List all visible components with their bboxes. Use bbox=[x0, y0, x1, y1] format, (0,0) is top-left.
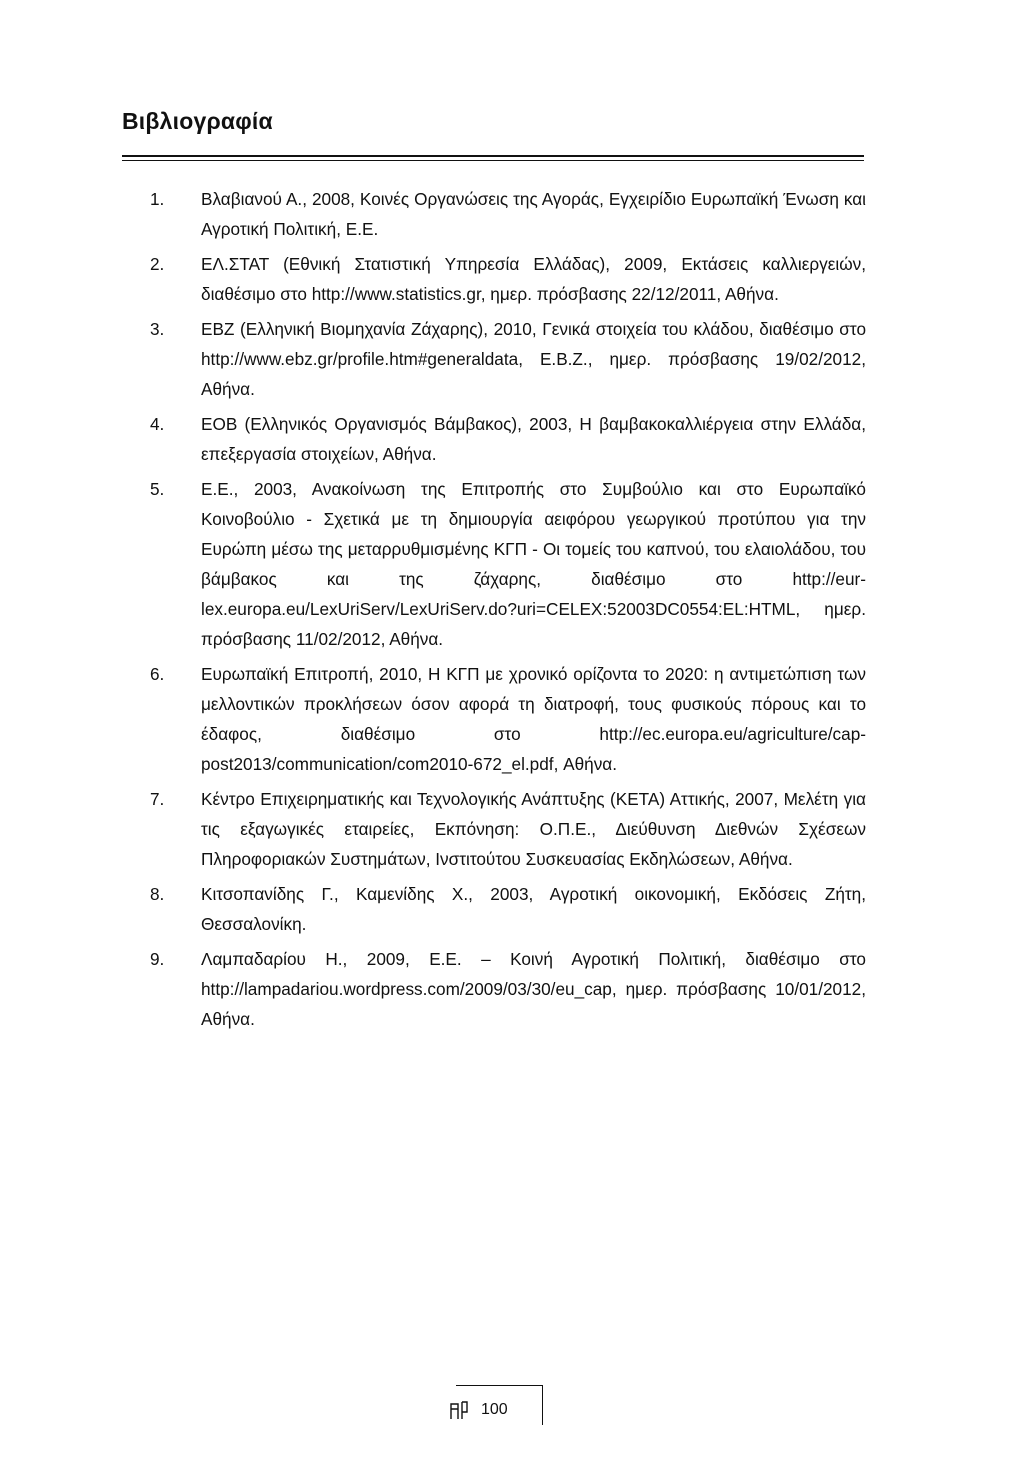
list-item bbox=[150, 314, 866, 404]
page-mark-icon bbox=[448, 1399, 470, 1421]
title-divider bbox=[122, 155, 864, 157]
list-item bbox=[150, 944, 866, 1034]
reference-number: 5. bbox=[150, 479, 165, 499]
reference-number: 1. bbox=[150, 189, 165, 209]
reference-number: 3. bbox=[150, 319, 165, 339]
list-item bbox=[150, 474, 866, 654]
reference-number: 9. bbox=[150, 949, 165, 969]
reference-text: Κιτσοπανίδης Γ., Καμενίδης Χ., 2003, Αγροτική οικονομική, Εκδόσεις Ζήτη, Θεσσαλονίκη. bbox=[201, 884, 866, 934]
reference-text: Κέντρο Επιχειρηματικής και Τεχνολογικής Ανάπτυξης (ΚΕΤΑ) Αττικής, 2007, Μελέτη για τις εξαγωγικές εταιρείες, Εκπόνηση: Ο.Π.Ε., Διεύθυνση Διεθνών Σχέσεων Πληροφοριακών Συστημάτων, Ινστιτούτου Συσκευασίας Εκδηλώσεων, Αθήνα. bbox=[201, 789, 866, 869]
reference-text: Ε.Ε., 2003, Ανακοίνωση της Επιτροπής στο Συμβούλιο και στο Ευρωπαϊκό Κοινοβούλιο - Σχετικά με τη δημιουργία αειφόρου γεωργικού προτύπου για την Ευρώπη μέσω της μεταρρυθμισμένης ΚΓΠ - Οι τομείς του καπνού, του ελαιολάδου, του βάμβακος και της ζάχαρης, διαθέσιμο στο http://eur-lex.europa.eu/LexUriServ/LexUriServ.do?uri=CELEX:52003DC0554:EL:HTML, ημερ. πρόσβασης 11/02/2012, Αθήνα. bbox=[201, 479, 866, 649]
bibliography-list bbox=[150, 184, 866, 1039]
list-item bbox=[150, 409, 866, 469]
reference-text: Ευρωπαϊκή Επιτροπή, 2010, Η ΚΓΠ με χρονικό ορίζοντα το 2020: η αντιμετώπιση των μελλοντικών προκλήσεων όσον αφορά τη διατροφή, τους φυσικούς πόρους και το έδαφος, διαθέσιμο στο http://ec.europa.eu/agriculture/cap-post2013/communication/com2010-672_el.pdf, Αθήνα. bbox=[201, 664, 866, 774]
reference-number: 6. bbox=[150, 664, 165, 684]
reference-number: 4. bbox=[150, 414, 165, 434]
reference-number: 2. bbox=[150, 254, 165, 274]
list-item bbox=[150, 184, 866, 244]
list-item bbox=[150, 784, 866, 874]
title-divider-thin bbox=[122, 160, 864, 161]
page-footer bbox=[448, 1385, 558, 1427]
list-item bbox=[150, 249, 866, 309]
reference-text: ΕΒΖ (Ελληνική Βιομηχανία Ζάχαρης), 2010, Γενικά στοιχεία του κλάδου, διαθέσιμο στο http://www.ebz.gr/profile.htm#generaldata, Ε.Β.Ζ., ημερ. πρόσβασης 19/02/2012, Αθήνα. bbox=[201, 319, 866, 399]
reference-number: 8. bbox=[150, 884, 165, 904]
footer-vertical-rule bbox=[542, 1385, 543, 1425]
list-item bbox=[150, 879, 866, 939]
reference-number: 7. bbox=[150, 789, 165, 809]
list-item bbox=[150, 659, 866, 779]
reference-text: ΕΟΒ (Ελληνικός Οργανισμός Βάμβακος), 2003, Η βαμβακοκαλλιέργεια στην Ελλάδα, επεξεργασία στοιχείων, Αθήνα. bbox=[201, 414, 866, 464]
reference-text: Λαμπαδαρίου Η., 2009, Ε.Ε. – Κοινή Αγροτική Πολιτική, διαθέσιμο στο http://lampadariou.wordpress.com/2009/03/30/eu_cap, ημερ. πρόσβασης 10/01/2012, Αθήνα. bbox=[201, 949, 866, 1029]
footer-divider bbox=[456, 1385, 542, 1386]
reference-text: Βλαβιανού Α., 2008, Κοινές Οργανώσεις της Αγοράς, Εγχειρίδιο Ευρωπαϊκή Ένωση και Αγροτική Πολιτική, Ε.Ε. bbox=[201, 189, 866, 239]
page-number: 100 bbox=[481, 1401, 508, 1418]
reference-text: ΕΛ.ΣΤΑΤ (Εθνική Στατιστική Υπηρεσία Ελλάδας), 2009, Εκτάσεις καλλιεργειών, διαθέσιμο στο http://www.statistics.gr, ημερ. πρόσβασης 22/12/2011, Αθήνα. bbox=[201, 254, 866, 304]
page-title: Βιβλιογραφία bbox=[122, 108, 273, 134]
